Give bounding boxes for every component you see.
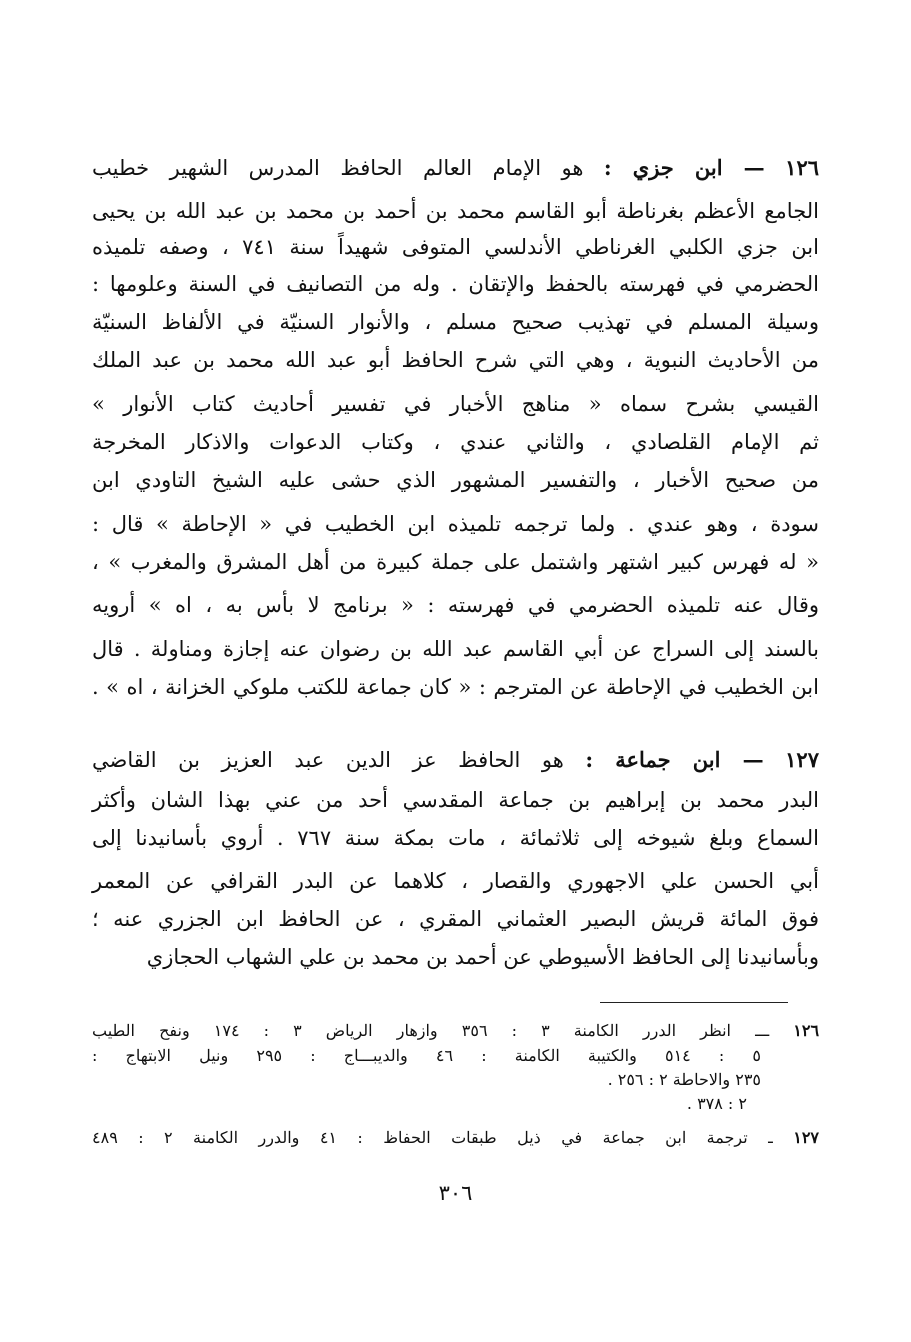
entry-number: ١٢٧ (785, 747, 819, 772)
entry-126-line-13: بالسند إلى السراج عن أبي القاسم عبد الله بن رضوان عنه إجازة ومناولة . قال (92, 637, 819, 661)
footnote-127-line-1 (92, 1126, 819, 1150)
footnote-text: ـــ انظر الدرر الكامنة ٣ : ٣٥٦ وازهار الرياض ٣ : ١٧٤ ونفح الطيب (92, 1021, 770, 1040)
entry-126-line-9: من صحيح الأخبار ، والتفسير المشهور الذي حشى عليه الشيخ التاودي ابن (92, 468, 819, 492)
footnote-126-line-3: ٢٣٥ والاحاطة ٢ : ٢٥٦ . (607, 1070, 761, 1089)
entry-126-line-7: القيسي بشرح سماه « مناهج الأخبار في تفسير أحاديث كتاب الأنوار » (92, 392, 819, 416)
footnote-text: ـ ترجمة ابن جماعة في ذيل طبقات الحفاظ : ٤١ والدرر الكامنة ٢ : ٤٨٩ (92, 1128, 773, 1147)
entry-number: ١٢٦ (785, 155, 820, 180)
entry-heading-dash: — (722, 155, 765, 180)
footnote-number: ١٢٦ (793, 1021, 820, 1040)
entry-127-line-3: السماع وبلغ شيوخه إلى ثلاثمائة ، مات بمكة سنة ٧٦٧ . أروي بأسانيدنا إلى (92, 826, 819, 850)
entry-127-line-1 (92, 741, 819, 779)
entry-127-line-5: فوق المائة قريش البصير العثماني المقري ، عن الحافظ ابن الجزري عنه ؛ (92, 907, 819, 931)
footnote-126-line-2: ٥ : ٥١٤ والكتيبة الكامنة : ٤٦ والديبـــاج : ٢٩٥ ونيل الابتهاج : (92, 1046, 761, 1065)
entry-126-line-3: ابن جزي الكلبي الغرناطي الأندلسي المتوفى شهيداً سنة ٧٤١ ، وصفه تلميذه (92, 235, 819, 259)
entry-126-line-10: سودة ، وهو عندي . ولما ترجمه تلميذه ابن الخطيب في « الإحاطة » قال : (92, 512, 819, 536)
footnote-126-line-1 (92, 1019, 819, 1043)
entry-126-line-2: الجامع الأعظم بغرناطة أبو القاسم محمد بن أحمد بن محمد بن عبد الله بن يحيى (92, 199, 819, 223)
entry-heading-dash: — (720, 747, 764, 772)
footnote-separator (600, 1002, 788, 1003)
entry-126-line-8: ثم الإمام القلصادي ، والثاني عندي ، وكتاب الدعوات والاذكار المخرجة (92, 430, 819, 454)
entry-126-line-12: وقال عنه تلميذه الحضرمي في فهرسته : « برنامج لا بأس به ، اه » أرويه (92, 593, 819, 617)
entry-126-line-14: ابن الخطيب في الإحاطة عن المترجم : « كان جماعة للكتب ملوكي الخزانة ، اه » . (92, 675, 819, 699)
page-number: ٣٠٦ (438, 1181, 473, 1205)
entry-heading: ابن جماعة : (585, 747, 721, 772)
entry-text: هو الحافظ عز الدين عبد العزيز بن القاضي (92, 748, 564, 772)
entry-127-line-4: أبي الحسن علي الاجهوري والقصار ، كلاهما عن البدر القرافي عن المعمر (92, 869, 819, 893)
footnote-number: ١٢٧ (793, 1128, 820, 1147)
entry-127-line-6: وبأسانيدنا إلى الحافظ الأسيوطي عن أحمد بن محمد بن علي الشهاب الحجازي (146, 945, 819, 969)
entry-126-line-1 (92, 149, 819, 187)
entry-text: هو الإمام العالم الحافظ المدرس الشهير خطيب (92, 156, 584, 180)
footnote-126-line-4: ٢ : ٣٧٨ . (686, 1094, 747, 1113)
entry-126-line-4: الحضرمي في فهرسته بالحفظ والإتقان . وله من التصانيف في السنة وعلومها : (92, 272, 819, 296)
entry-126-line-6: من الأحاديث النبوية ، وهي التي شرح الحافظ أبو عبد الله محمد بن عبد الملك (92, 348, 819, 372)
entry-heading: ابن جزي : (603, 155, 723, 180)
entry-126-line-5: وسيلة المسلم في تهذيب صحيح مسلم ، والأنوار السنيّة في الألفاظ السنيّة (92, 310, 819, 334)
entry-127-line-2: البدر محمد بن إبراهيم بن جماعة المقدسي أحد من عني بهذا الشان وأكثر (92, 788, 819, 812)
entry-126-line-11: « له فهرس كبير اشتهر واشتمل على جملة كبيرة من أهل المشرق والمغرب » ، (92, 550, 819, 574)
